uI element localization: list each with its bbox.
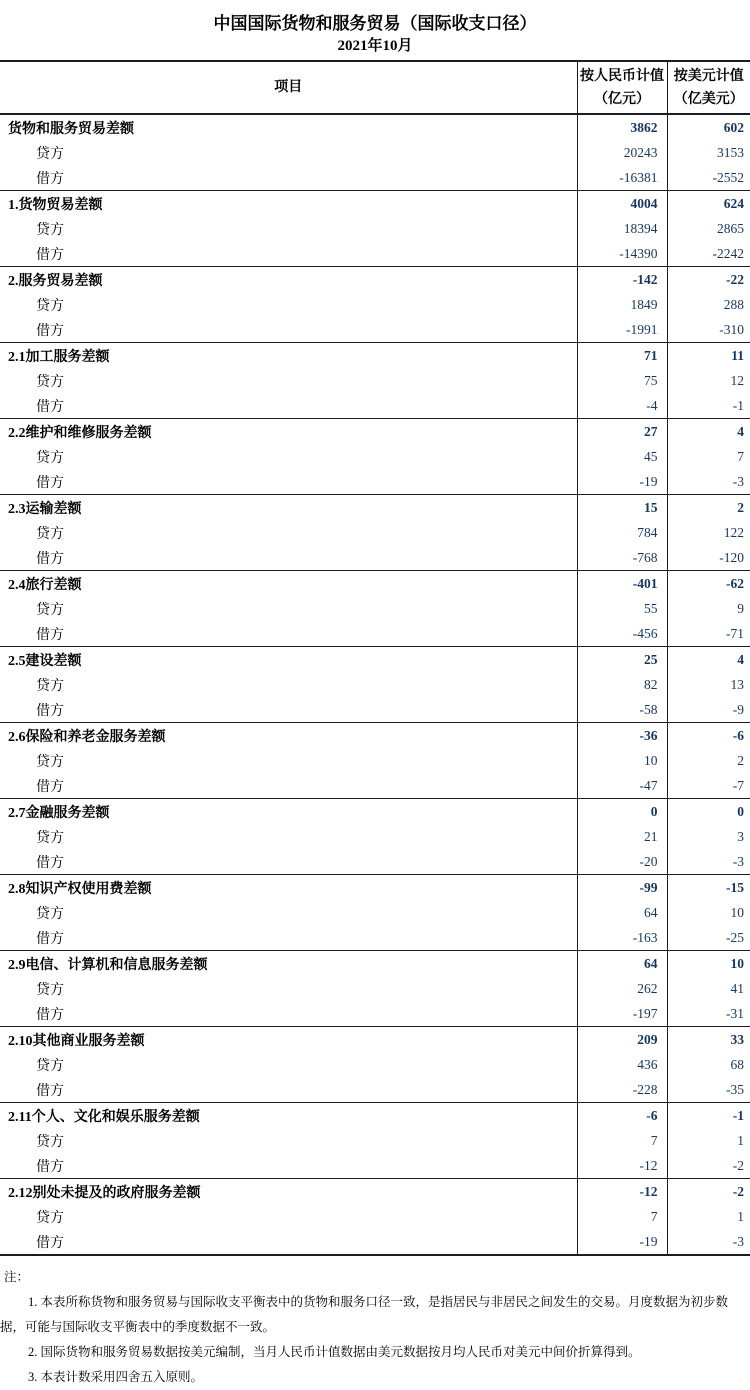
usd-value: -1 <box>667 393 750 419</box>
table-header <box>0 61 750 114</box>
usd-value: -62 <box>667 571 750 597</box>
row-label: 2.12别处未提及的政府服务差额 <box>0 1179 577 1205</box>
row-label: 贷方 <box>0 292 577 317</box>
rmb-value: 7 <box>577 1128 667 1153</box>
usd-value: -2552 <box>667 165 750 191</box>
note-item-1: 1. 本表所称货物和服务贸易与国际收支平衡表中的货物和服务口径一致，是指居民与非居民之间发生的交易。月度数据为初步数据，可能与国际收支平衡表中的季度数据不一致。 <box>0 1290 750 1340</box>
rmb-value: -47 <box>577 773 667 799</box>
row-label: 借方 <box>0 165 577 191</box>
note-item-3: 3. 本表计数采用四舍五入原则。 <box>0 1365 750 1390</box>
rmb-value: 18394 <box>577 216 667 241</box>
detail-row <box>0 368 750 393</box>
row-label: 借方 <box>0 1001 577 1027</box>
rmb-value: 3862 <box>577 114 667 140</box>
detail-row <box>0 925 750 951</box>
note-item-2: 2. 国际货物和服务贸易数据按美元编制，当月人民币计值数据由美元数据按月均人民币对美元中间价折算得到。 <box>0 1340 750 1365</box>
notes-label: 注： <box>0 1265 750 1290</box>
row-label: 2.服务贸易差额 <box>0 267 577 293</box>
report-title: 中国国际货物和服务贸易（国际收支口径） <box>0 0 750 36</box>
usd-value: 33 <box>667 1027 750 1053</box>
row-label: 贷方 <box>0 824 577 849</box>
detail-row <box>0 545 750 571</box>
usd-value: 624 <box>667 191 750 217</box>
usd-value: 10 <box>667 900 750 925</box>
col-header-usd <box>667 61 750 114</box>
section-row <box>0 951 750 977</box>
usd-value: -2 <box>667 1179 750 1205</box>
detail-row <box>0 596 750 621</box>
detail-row <box>0 672 750 697</box>
row-label: 贷方 <box>0 976 577 1001</box>
usd-value: 288 <box>667 292 750 317</box>
rmb-value: -20 <box>577 849 667 875</box>
rmb-value: -401 <box>577 571 667 597</box>
trade-table <box>0 60 750 1256</box>
row-label: 借方 <box>0 925 577 951</box>
rmb-value: 64 <box>577 951 667 977</box>
usd-value: 9 <box>667 596 750 621</box>
row-label: 借方 <box>0 849 577 875</box>
rmb-value: 10 <box>577 748 667 773</box>
usd-value: -35 <box>667 1077 750 1103</box>
rmb-value: -36 <box>577 723 667 749</box>
row-label: 2.10其他商业服务差额 <box>0 1027 577 1053</box>
rmb-value: -163 <box>577 925 667 951</box>
rmb-value: 20243 <box>577 140 667 165</box>
section-row <box>0 723 750 749</box>
usd-value: 3 <box>667 824 750 849</box>
detail-row <box>0 241 750 267</box>
usd-value: 2 <box>667 748 750 773</box>
detail-row <box>0 1001 750 1027</box>
row-label: 2.5建设差额 <box>0 647 577 673</box>
rmb-value: 21 <box>577 824 667 849</box>
detail-row <box>0 1077 750 1103</box>
row-label: 借方 <box>0 697 577 723</box>
detail-row <box>0 520 750 545</box>
usd-value: -310 <box>667 317 750 343</box>
row-label: 2.11个人、文化和娱乐服务差额 <box>0 1103 577 1129</box>
col-header-rmb-line2: （亿元） <box>578 88 667 111</box>
section-row <box>0 875 750 901</box>
usd-value: -6 <box>667 723 750 749</box>
row-label: 贷方 <box>0 520 577 545</box>
detail-row <box>0 1204 750 1229</box>
row-label: 贷方 <box>0 140 577 165</box>
rmb-value: -16381 <box>577 165 667 191</box>
rmb-value: 1849 <box>577 292 667 317</box>
detail-row <box>0 140 750 165</box>
col-header-rmb-line1: 按人民币计值 <box>578 65 667 88</box>
usd-value: 12 <box>667 368 750 393</box>
row-label: 借方 <box>0 317 577 343</box>
col-header-usd-line2: （亿美元） <box>668 88 750 111</box>
rmb-value: -768 <box>577 545 667 571</box>
rmb-value: -142 <box>577 267 667 293</box>
usd-value: -9 <box>667 697 750 723</box>
rmb-value: 64 <box>577 900 667 925</box>
col-header-usd-line1: 按美元计值 <box>668 65 750 88</box>
rmb-value: -19 <box>577 1229 667 1255</box>
rmb-value: -12 <box>577 1179 667 1205</box>
detail-row <box>0 849 750 875</box>
usd-value: -31 <box>667 1001 750 1027</box>
section-row <box>0 114 750 140</box>
row-label: 贷方 <box>0 672 577 697</box>
section-row <box>0 191 750 217</box>
row-label: 借方 <box>0 545 577 571</box>
rmb-value: 15 <box>577 495 667 521</box>
row-label: 2.7金融服务差额 <box>0 799 577 825</box>
section-row <box>0 1027 750 1053</box>
usd-value: 1 <box>667 1204 750 1229</box>
usd-value: -3 <box>667 469 750 495</box>
usd-value: 68 <box>667 1052 750 1077</box>
row-label: 借方 <box>0 241 577 267</box>
usd-value: -3 <box>667 849 750 875</box>
usd-value: -1 <box>667 1103 750 1129</box>
section-row <box>0 343 750 369</box>
detail-row <box>0 292 750 317</box>
section-row <box>0 1179 750 1205</box>
row-label: 贷方 <box>0 216 577 241</box>
usd-value: 4 <box>667 419 750 445</box>
rmb-value: 75 <box>577 368 667 393</box>
rmb-value: 262 <box>577 976 667 1001</box>
detail-row <box>0 1052 750 1077</box>
rmb-value: -6 <box>577 1103 667 1129</box>
detail-row <box>0 444 750 469</box>
rmb-value: -197 <box>577 1001 667 1027</box>
usd-value: 122 <box>667 520 750 545</box>
col-header-item: 项目 <box>0 61 577 114</box>
rmb-value: 55 <box>577 596 667 621</box>
usd-value: -15 <box>667 875 750 901</box>
detail-row <box>0 317 750 343</box>
notes-section <box>0 1265 750 1390</box>
rmb-value: 27 <box>577 419 667 445</box>
detail-row <box>0 216 750 241</box>
rmb-value: 71 <box>577 343 667 369</box>
row-label: 借方 <box>0 1229 577 1255</box>
detail-row <box>0 697 750 723</box>
rmb-value: -19 <box>577 469 667 495</box>
row-label: 2.6保险和养老金服务差额 <box>0 723 577 749</box>
usd-value: -2 <box>667 1153 750 1179</box>
usd-value: 13 <box>667 672 750 697</box>
rmb-value: -1991 <box>577 317 667 343</box>
row-label: 借方 <box>0 393 577 419</box>
detail-row <box>0 1153 750 1179</box>
rmb-value: 7 <box>577 1204 667 1229</box>
detail-row <box>0 393 750 419</box>
detail-row <box>0 900 750 925</box>
rmb-value: 82 <box>577 672 667 697</box>
row-label: 贷方 <box>0 1128 577 1153</box>
report-period: 2021年10月 <box>0 36 750 57</box>
row-label: 贷方 <box>0 368 577 393</box>
usd-value: 2 <box>667 495 750 521</box>
section-row <box>0 1103 750 1129</box>
usd-value: -71 <box>667 621 750 647</box>
usd-value: 602 <box>667 114 750 140</box>
detail-row <box>0 1229 750 1255</box>
row-label: 借方 <box>0 621 577 647</box>
usd-value: 11 <box>667 343 750 369</box>
detail-row <box>0 748 750 773</box>
section-row <box>0 267 750 293</box>
rmb-value: -4 <box>577 393 667 419</box>
row-label: 贷方 <box>0 900 577 925</box>
rmb-value: -14390 <box>577 241 667 267</box>
rmb-value: 436 <box>577 1052 667 1077</box>
row-label: 2.9电信、计算机和信息服务差额 <box>0 951 577 977</box>
row-label: 2.8知识产权使用费差额 <box>0 875 577 901</box>
section-row <box>0 799 750 825</box>
usd-value: -3 <box>667 1229 750 1255</box>
detail-row <box>0 469 750 495</box>
detail-row <box>0 165 750 191</box>
row-label: 借方 <box>0 469 577 495</box>
usd-value: 1 <box>667 1128 750 1153</box>
header-row <box>0 61 750 114</box>
usd-value: -25 <box>667 925 750 951</box>
detail-row <box>0 1128 750 1153</box>
usd-value: 4 <box>667 647 750 673</box>
section-row <box>0 647 750 673</box>
usd-value: 0 <box>667 799 750 825</box>
row-label: 2.4旅行差额 <box>0 571 577 597</box>
detail-row <box>0 621 750 647</box>
rmb-value: 209 <box>577 1027 667 1053</box>
section-row <box>0 571 750 597</box>
row-label: 2.2维护和维修服务差额 <box>0 419 577 445</box>
rmb-value: -58 <box>577 697 667 723</box>
usd-value: -7 <box>667 773 750 799</box>
rmb-value: -99 <box>577 875 667 901</box>
row-label: 2.1加工服务差额 <box>0 343 577 369</box>
row-label: 贷方 <box>0 596 577 621</box>
rmb-value: 0 <box>577 799 667 825</box>
row-label: 货物和服务贸易差额 <box>0 114 577 140</box>
detail-row <box>0 773 750 799</box>
usd-value: 3153 <box>667 140 750 165</box>
usd-value: 41 <box>667 976 750 1001</box>
row-label: 借方 <box>0 1077 577 1103</box>
rmb-value: 45 <box>577 444 667 469</box>
row-label: 贷方 <box>0 1204 577 1229</box>
usd-value: -120 <box>667 545 750 571</box>
detail-row <box>0 824 750 849</box>
row-label: 贷方 <box>0 444 577 469</box>
rmb-value: 784 <box>577 520 667 545</box>
row-label: 借方 <box>0 1153 577 1179</box>
section-row <box>0 419 750 445</box>
row-label: 1.货物贸易差额 <box>0 191 577 217</box>
col-header-rmb <box>577 61 667 114</box>
rmb-value: -456 <box>577 621 667 647</box>
usd-value: 2865 <box>667 216 750 241</box>
table-body <box>0 114 750 1255</box>
rmb-value: 4004 <box>577 191 667 217</box>
section-row <box>0 495 750 521</box>
usd-value: -2242 <box>667 241 750 267</box>
usd-value: -22 <box>667 267 750 293</box>
rmb-value: 25 <box>577 647 667 673</box>
usd-value: 7 <box>667 444 750 469</box>
usd-value: 10 <box>667 951 750 977</box>
detail-row <box>0 976 750 1001</box>
rmb-value: -12 <box>577 1153 667 1179</box>
rmb-value: -228 <box>577 1077 667 1103</box>
row-label: 借方 <box>0 773 577 799</box>
row-label: 贷方 <box>0 1052 577 1077</box>
row-label: 贷方 <box>0 748 577 773</box>
row-label: 2.3运输差额 <box>0 495 577 521</box>
